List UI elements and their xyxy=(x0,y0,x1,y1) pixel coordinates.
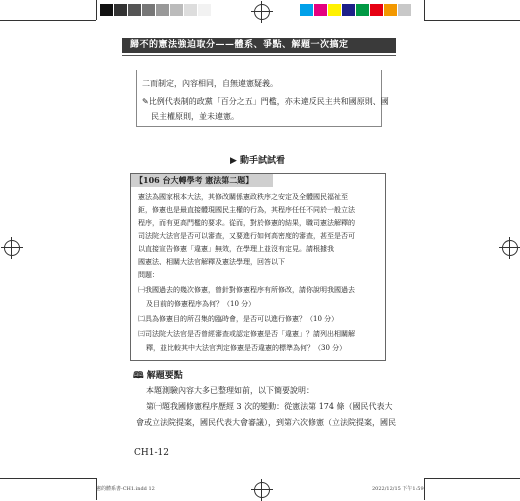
color-swatch xyxy=(398,4,411,16)
registration-mark-top xyxy=(254,4,270,20)
exam-question-3: ㈢司法院大法官是否曾經審查或認定修憲是否「違憲」？請列出相關解 xyxy=(138,330,355,338)
color-swatch xyxy=(128,4,141,16)
registration-mark-left xyxy=(4,240,20,256)
banner-underline xyxy=(122,55,396,56)
exam-question-1-cont: 及目前的修憲程序為何？（10 分） xyxy=(146,300,256,308)
exam-question-2: ㈡具為修憲目的所召集的臨時會，是否可以進行修憲？（10 分） xyxy=(138,315,339,323)
answer-line: 本題測驗內容大多已整理如前，以下簡要說明： xyxy=(146,386,314,395)
color-swatch xyxy=(100,4,113,16)
color-swatch xyxy=(370,4,383,16)
exam-text-line: 司法院大法官是否可以審查，又要進行如何高密度的審查，甚至是否可 xyxy=(138,232,355,240)
practice-heading: ▶ 動手試試看 xyxy=(230,156,286,166)
color-swatch xyxy=(314,4,327,16)
color-swatch xyxy=(170,4,183,16)
color-swatch xyxy=(384,4,397,16)
color-swatch xyxy=(184,4,197,16)
color-swatch xyxy=(356,4,369,16)
chapter-banner: 歸不的憲法強迫取分——體系、爭點、解題一次搞定 xyxy=(122,38,396,53)
footer-file-info: 憲的體系書-CH1.indd 12 xyxy=(96,486,155,492)
exam-question-3-cont: 釋，並比較其中大法官判定修憲是否違憲的標準為何？（30 分） xyxy=(146,344,347,352)
note-line: ✎比例代表制的政黨「百分之五」門檻，亦未違反民主共和國原則、國 xyxy=(142,97,389,106)
footer-timestamp: 2022/12/15 下午1:59 xyxy=(372,486,424,492)
color-swatch xyxy=(328,4,341,16)
color-swatch xyxy=(114,4,127,16)
registration-mark-bottom xyxy=(254,482,270,498)
color-swatch xyxy=(342,4,355,16)
exam-text-line: 問題： xyxy=(138,271,159,279)
registration-mark-right xyxy=(502,240,518,256)
color-swatch xyxy=(156,4,169,16)
page-number: CH1-12 xyxy=(134,448,169,458)
answer-line: 第㈠題我國修憲程序歷經 3 次的變動：從憲法第 174 條（國民代表大 xyxy=(146,402,393,411)
color-swatch xyxy=(198,4,211,16)
exam-question-1: ㈠我國過去的幾次修憲，曾針對修憲程序有所修改，請你說明我國過去 xyxy=(138,286,355,294)
exam-text-line: 以直接宣告修憲「違憲」無效，在學理上並沒有定見。請根據我 xyxy=(138,245,334,253)
exam-text-line: 程序，而有更高門檻的要求。從而，對於修憲的結果，職司憲法解釋的 xyxy=(138,219,355,227)
pencil-icon: ✎ xyxy=(142,97,149,106)
note-line: 二而制定，內容相同，自無違憲疑義。 xyxy=(142,79,278,88)
color-swatch xyxy=(300,4,313,16)
answer-line: 會或立法院提案，國民代表大會審議），到第六次修憲（立法院提案，國民 xyxy=(136,418,396,427)
exam-text-line: 憲法為國家根本大法，其修改關係憲政秩序之安定及全體國民福祉至 xyxy=(138,193,348,201)
exam-text-line: 鉅，修憲也是最直接體現國民主權的行為，其程序任任不同於一般立法 xyxy=(138,206,355,214)
note-line: 民主權原則，並未違憲。 xyxy=(151,112,239,121)
color-swatch xyxy=(142,4,155,16)
answer-heading: 🕮 解題要點 xyxy=(133,371,183,381)
exam-text-line: 國憲法、相關大法官解釋及憲法學理，回答以下 xyxy=(138,258,285,266)
exam-source-tag: 【106 台大轉學考 憲法第二題】 xyxy=(131,174,273,187)
book-icon: 🕮 xyxy=(133,371,144,381)
